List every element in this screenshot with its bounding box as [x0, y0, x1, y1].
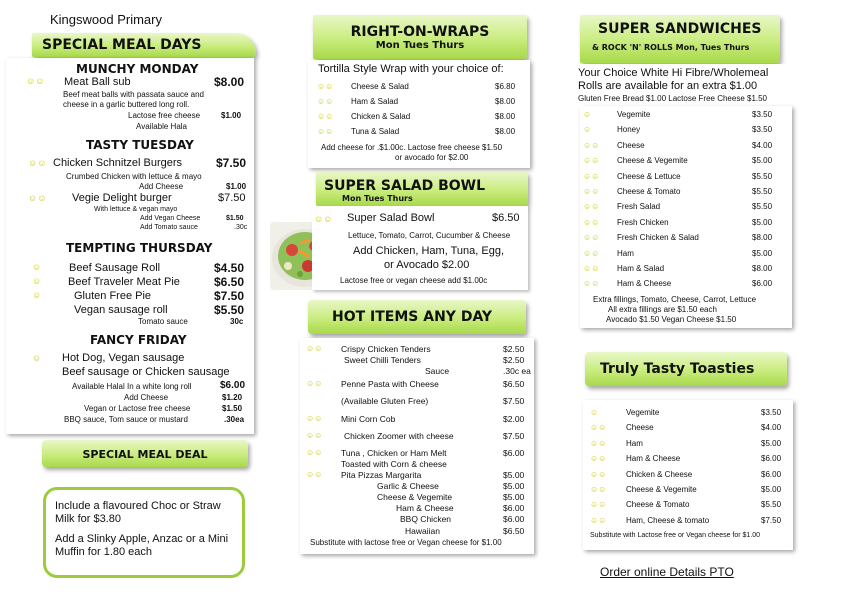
list-item-name: BBQ Chicken — [400, 514, 452, 524]
smiley-icon: ☺☺ — [590, 485, 607, 494]
list-item-name: Tuna , Chicken or Ham Melt — [341, 448, 447, 458]
wraps-note-1: Add cheese for .$1.00c. Lactose free cheese $1.50 — [321, 143, 503, 152]
list-item-price: $6.00 — [503, 503, 525, 513]
list-item-price: $5.00 — [761, 438, 782, 448]
list-item-price: .30c ea — [503, 366, 531, 376]
list-item-name: Mini Corn Cob — [341, 414, 396, 424]
list-item-name: Sweet Chilli Tenders — [344, 355, 421, 365]
smiley-icon: ☺☺ — [26, 76, 45, 86]
list-item-price: $5.50 — [752, 202, 773, 212]
smiley-icon: ☺ — [583, 125, 592, 135]
fancy-vegan-price: $1.50 — [222, 404, 243, 413]
tasty-vegan-cheese: Add Vegan Cheese — [140, 215, 201, 222]
list-item-name: Cheese & Tomato — [617, 187, 681, 196]
salad-add-1: Add Chicken, Ham, Tuna, Egg, — [353, 245, 505, 257]
list-item-name: Vegemite — [626, 408, 660, 417]
fancy-avail: Available Halal In a white long roll — [72, 382, 192, 391]
list-item-price: $6.00 — [761, 454, 782, 464]
tasty-price-2: $7.50 — [218, 192, 246, 204]
list-item-name: Chicken & Cheese — [626, 469, 693, 479]
special-meal-days-title: SPECIAL MEAL DAYS — [42, 37, 202, 53]
smiley-icon: ☺☺ — [583, 264, 600, 273]
list-item-name: Vegemite — [617, 110, 651, 119]
list-item-name: Sauce — [425, 366, 450, 376]
smiley-icon: ☺☺ — [590, 469, 607, 479]
smiley-icon: ☺☺ — [317, 97, 334, 106]
munchy-monday-heading: MUNCHY MONDAY — [76, 62, 199, 76]
list-item-name: Fresh Chicken & Salad — [617, 233, 699, 243]
munchy-desc-1: Beef meat balls with passata sauce and — [63, 90, 204, 99]
wraps-note-2: or avocado for $2.00 — [395, 153, 469, 162]
order-online-link[interactable]: Order online Details PTO — [600, 565, 734, 579]
tasty-tomato-price: .30c — [234, 224, 248, 231]
list-item-price: $3.50 — [761, 408, 782, 417]
list-item-price: $7.50 — [214, 289, 245, 303]
smiley-icon: ☺ — [32, 276, 42, 286]
list-item-name: Cheese & Lettuce — [617, 171, 681, 181]
smiley-icon: ☺☺ — [590, 438, 607, 448]
toasties-banner — [585, 352, 787, 386]
tempting-tomato: Tomato sauce — [138, 317, 188, 326]
list-item-name: Pita Pizzas Margarita — [341, 470, 422, 480]
munchy-desc-2: cheese in a garlic buttered long roll. — [63, 100, 190, 109]
list-item-price: $6.80 — [495, 82, 516, 91]
list-item-price: $3.50 — [752, 110, 773, 119]
smiley-icon: ☺ — [32, 262, 42, 272]
meal-deal-box — [43, 487, 245, 578]
smiley-icon: ☺☺ — [306, 379, 323, 388]
list-item-price: $5.00 — [752, 248, 773, 258]
fancy-line-1: Hot Dog, Vegan sausage — [62, 352, 185, 364]
list-item-price: $3.50 — [752, 125, 773, 135]
list-item-name: Ham & Cheese — [396, 503, 454, 513]
list-item-price: $7.50 — [503, 396, 525, 406]
list-item-name: Ham & Salad — [351, 97, 399, 106]
sandwiches-note-2: All extra fillings are $1.50 each — [608, 305, 717, 314]
smiley-icon: ☺☺ — [317, 82, 334, 91]
hot-items-banner — [308, 300, 526, 334]
hot-items-title: HOT ITEMS ANY DAY — [332, 309, 493, 325]
smiley-icon: ☺☺ — [583, 248, 600, 258]
wraps-days: Mon Tues Thurs — [375, 40, 465, 51]
toasties-panel — [583, 400, 793, 550]
special-meal-deal-title: SPECIAL MEAL DEAL — [82, 448, 208, 461]
munchy-price: $8.00 — [214, 75, 245, 89]
sandwiches-banner — [580, 15, 780, 63]
munchy-hala: Available Hala — [136, 122, 187, 131]
smiley-icon: ☺☺ — [306, 431, 323, 440]
list-item-name: Cheese — [617, 140, 645, 150]
salad-item: Super Salad Bowl — [347, 212, 435, 224]
list-item-price: $8.00 — [752, 264, 773, 273]
list-item-price: $6.00 — [503, 514, 525, 524]
smiley-icon: ☺☺ — [583, 217, 600, 227]
list-item-price: $4.00 — [761, 423, 782, 433]
smiley-icon: ☺ — [32, 353, 42, 363]
list-item-price: $5.00 — [503, 492, 525, 502]
tasty-add-cheese: Add Cheese — [139, 182, 184, 191]
tempting-tomato-price: 30c — [230, 317, 244, 326]
tasty-tomato: Add Tomato sauce — [140, 224, 198, 231]
smiley-icon: ☺☺ — [306, 448, 323, 457]
list-item-price: $5.00 — [503, 481, 525, 491]
list-item-name: Cheese & Vegemite — [626, 485, 697, 494]
list-item-name: Honey — [617, 125, 641, 135]
tasty-item-2: Vegie Delight burger — [72, 192, 172, 204]
list-item-price: $2.50 — [503, 344, 525, 354]
fancy-vegan: Vegan or Lactose free cheese — [84, 404, 191, 413]
list-item-price: $8.00 — [495, 127, 516, 136]
smiley-icon: ☺☺ — [306, 414, 323, 423]
tasty-add-cheese-price: $1.00 — [226, 182, 247, 191]
list-item-name: Cheese & Vegemite — [377, 492, 453, 502]
smiley-icon: ☺☺ — [583, 279, 600, 289]
list-item-name: Hawaiian — [405, 526, 440, 536]
salad-price: $6.50 — [492, 212, 520, 224]
list-item-name: Fresh Chicken — [617, 217, 669, 227]
list-item-price: $6.50 — [503, 379, 525, 389]
list-item-name: Penne Pasta with Cheese — [341, 379, 439, 389]
toasties-note: Substitute with Lactose free or Vegan cheese for $1.00 — [590, 532, 761, 539]
fancy-line-2: Beef sausage or Chicken sausage — [62, 366, 230, 378]
list-item-price: $5.50 — [761, 500, 782, 510]
sandwiches-note-1: Extra fillings, Tomato, Cheese, Carrot, Lettuce — [593, 295, 757, 304]
list-item-price: $6.50 — [214, 275, 245, 289]
smiley-icon: ☺ — [32, 290, 42, 300]
list-item-price: $8.00 — [495, 112, 516, 121]
fancy-friday-heading: FANCY FRIDAY — [90, 333, 187, 347]
list-item-price: $4.00 — [752, 140, 773, 150]
salad-note: Lactose free or vegan cheese add $1.00c — [340, 276, 488, 285]
munchy-extra-price: $1.00 — [221, 111, 242, 120]
salad-title: SUPER SALAD BOWL — [324, 178, 486, 194]
salad-panel — [312, 206, 528, 290]
smiley-icon: ☺☺ — [583, 156, 600, 166]
toasties-title: Truly Tasty Toasties — [600, 361, 755, 377]
special-meal-days-panel — [6, 58, 254, 434]
list-item-name: Beef Sausage Roll — [69, 262, 161, 274]
smiley-icon: ☺☺ — [583, 140, 600, 150]
list-item-price: $6.00 — [761, 469, 782, 479]
smiley-icon: ☺☺ — [590, 500, 607, 510]
smiley-icon: ☺☺ — [306, 470, 323, 479]
list-item-name: Cheese & Salad — [351, 82, 409, 91]
tempting-thursday-heading: TEMPTING THURSDAY — [66, 241, 213, 255]
list-item-price: $8.00 — [752, 233, 773, 243]
sandwiches-intro-2: Rolls are available for an extra $1.00 — [578, 80, 758, 92]
list-item-name: Chicken Zoomer with cheese — [344, 431, 454, 441]
list-item-name: Gluten Free Pie — [74, 290, 152, 302]
special-meal-deal-banner — [42, 440, 248, 467]
list-item-price: $7.50 — [503, 431, 525, 441]
smiley-icon: ☺☺ — [583, 171, 600, 181]
munchy-item: Meat Ball sub — [64, 76, 131, 88]
list-item-name: Ham — [617, 248, 634, 258]
list-item-price: $5.00 — [503, 470, 525, 480]
sandwiches-note-3: Avocado $1.50 Vegan Cheese $1.50 — [606, 315, 737, 324]
smiley-icon: ☺☺ — [590, 515, 607, 525]
list-item-price: $6.00 — [752, 279, 773, 289]
fancy-bbq: BBQ sauce, Tom sauce or mustard — [64, 415, 188, 424]
smiley-icon: ☺☺ — [317, 112, 334, 121]
list-item-name: Vegan sausage roll — [74, 304, 168, 316]
list-item-price: $5.50 — [752, 187, 773, 196]
fancy-avail-price: $6.00 — [220, 380, 246, 391]
smiley-icon: ☺☺ — [306, 344, 323, 353]
list-item-price: $7.50 — [761, 515, 782, 525]
wraps-panel — [308, 60, 530, 168]
smiley-icon: ☺ — [583, 110, 592, 119]
sandwiches-list-panel — [580, 106, 792, 328]
list-item-name: Toasted with Corn & cheese — [341, 459, 447, 469]
list-item-name: Ham, Cheese & tomato — [626, 515, 710, 525]
smiley-icon: ☺☺ — [28, 193, 47, 203]
sandwiches-title: SUPER SANDWICHES — [598, 21, 762, 37]
hot-note: Substitute with lactose free or Vegan cheese for $1.00 — [310, 538, 502, 547]
list-item-name: Cheese & Vegemite — [617, 156, 688, 166]
salad-add-2: or Avocado $2.00 — [384, 259, 470, 271]
sandwiches-intro-3: Gluten Free Bread $1.00 Lactose Free Cheese $1.50 — [578, 94, 768, 103]
smiley-icon: ☺☺ — [317, 127, 334, 136]
list-item-name: Ham & Salad — [617, 264, 665, 273]
list-item-name: Fresh Salad — [617, 202, 661, 212]
salad-days: Mon Tues Thurs — [342, 194, 413, 203]
smiley-icon: ☺☺ — [583, 187, 600, 196]
tasty-tuesday-heading: TASTY TUESDAY — [86, 138, 194, 152]
list-item-price: $5.00 — [752, 156, 773, 166]
smiley-icon: ☺☺ — [590, 454, 607, 464]
list-item-name: Garlic & Cheese — [377, 481, 439, 491]
list-item-price: $5.50 — [214, 303, 245, 317]
wraps-banner — [313, 15, 527, 59]
wraps-intro: Tortilla Style Wrap with your choice of: — [318, 63, 504, 75]
list-item-name: Chicken & Salad — [351, 112, 411, 121]
sandwiches-subtitle: & ROCK 'N' ROLLS Mon, Tues Thurs — [592, 43, 750, 52]
meal-deal-text-2: Add a Slinky Apple, Anzac or a Mini Muffin for 1.80 each — [55, 533, 229, 558]
list-item-name: Ham — [626, 438, 643, 448]
list-item-price: $8.00 — [495, 97, 516, 106]
smiley-icon: ☺☺ — [590, 423, 607, 433]
list-item-price: $5.50 — [752, 171, 773, 181]
smiley-icon: ☺☺ — [28, 158, 47, 168]
tasty-desc-1: Crumbed Chicken with lettuce & mayo — [66, 172, 202, 181]
tasty-item-1: Chicken Schnitzel Burgers — [53, 157, 183, 169]
fancy-bbq-price: .30ea — [224, 415, 245, 424]
smiley-icon: ☺☺ — [583, 202, 600, 212]
sandwiches-intro-1: Your Choice White Hi Fibre/Wholemeal — [578, 67, 769, 79]
list-item-name: Cheese & Tomato — [626, 500, 690, 510]
hot-items-panel — [300, 338, 534, 554]
list-item-price: $5.00 — [752, 217, 773, 227]
list-item-price: $4.50 — [214, 261, 245, 275]
smiley-icon: ☺☺ — [583, 233, 600, 243]
school-name: Kingswood Primary — [50, 12, 162, 27]
salad-banner — [316, 172, 528, 206]
salad-desc: Lettuce, Tomato, Carrot, Cucumber & Cheese — [348, 231, 511, 240]
list-item-price: $2.50 — [503, 355, 525, 365]
list-item-name: Cheese — [626, 423, 654, 433]
munchy-extra: Lactose free cheese — [128, 111, 201, 120]
list-item-price: $2.00 — [503, 414, 525, 424]
tasty-price-1: $7.50 — [216, 156, 247, 170]
tasty-desc-2: With lettuce & vegan mayo — [94, 206, 178, 213]
fancy-add-cheese-price: $1.20 — [222, 393, 243, 402]
wraps-title: RIGHT-ON-WRAPS — [350, 24, 490, 40]
list-item-name: Crispy Chicken Tenders — [341, 344, 431, 354]
list-item-name: (Available Gluten Free) — [341, 396, 429, 406]
list-item-name: Ham & Cheese — [617, 279, 672, 289]
smiley-icon: ☺☺ — [314, 214, 333, 224]
list-item-name: Tuna & Salad — [351, 127, 400, 136]
list-item-price: $5.00 — [761, 485, 782, 494]
list-item-price: $6.00 — [503, 448, 525, 458]
fancy-add-cheese: Add Cheese — [124, 393, 169, 402]
list-item-name: Ham & Cheese — [626, 454, 681, 464]
list-item-price: $6.50 — [503, 526, 525, 536]
smiley-icon: ☺ — [590, 408, 599, 417]
meal-deal-text-1: Include a flavoured Choc or Straw Milk for $3.80 — [55, 500, 221, 525]
tasty-vegan-cheese-price: $1.50 — [226, 215, 244, 222]
list-item-name: Beef Traveler Meat Pie — [68, 276, 180, 288]
special-meal-days-banner — [32, 33, 256, 57]
